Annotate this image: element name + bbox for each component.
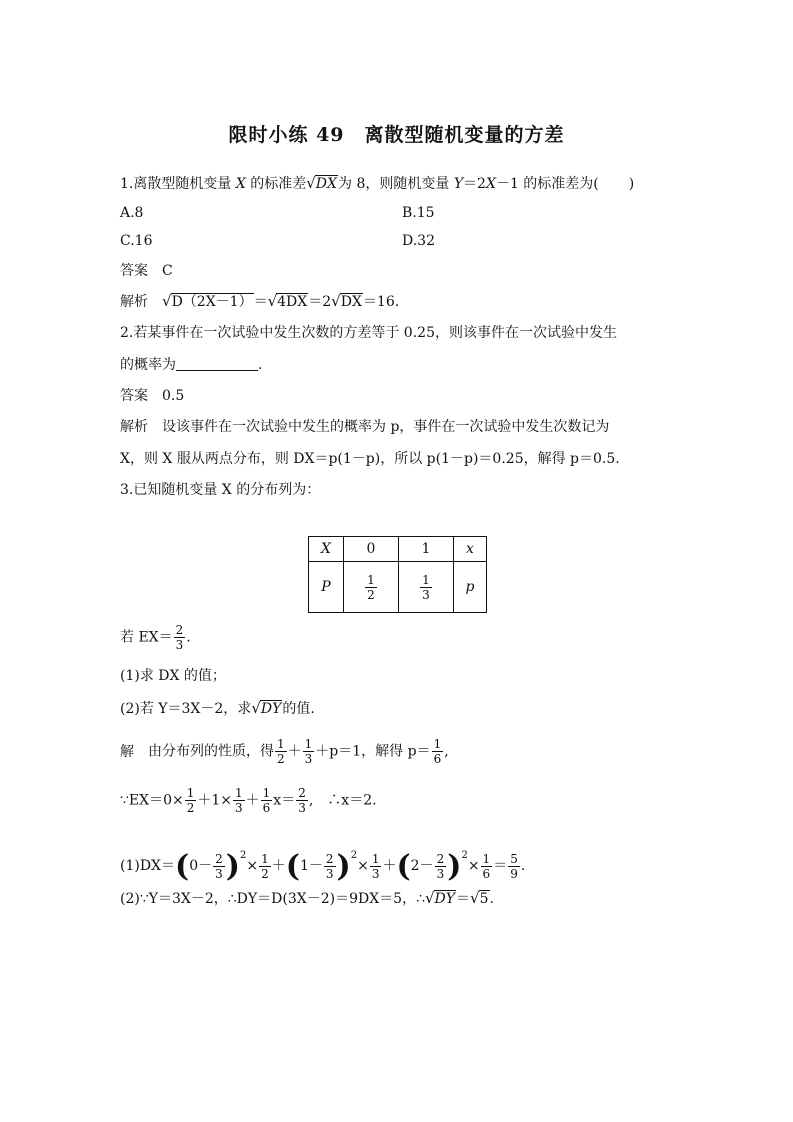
q3-solution-line4: (2)∵Y＝3X－2，∴DY＝D(3X－2)＝9DX＝5，∴√DY＝√5.: [120, 889, 494, 907]
q3-part1: (1)求 DX 的值；: [120, 668, 226, 684]
q2-analysis-line2: X，则 X 服从两点分布，则 DX＝p(1－p)，所以 p(1－p)＝0.25，解得 p＝0.5.: [120, 451, 620, 467]
q2-stem-line1: 2.若某事件在一次试验中发生次数的方差等于 0.25，则该事件在一次试验中发生: [120, 325, 617, 341]
q1-stem: 1.离散型随机变量 X 的标准差√DX为 8，则随机变量 Y＝2X－1 的标准差为( ): [120, 174, 635, 192]
q2-analysis-line1: 解析 设该事件在一次试验中发生的概率为 p，事件在一次试验中发生次数记为: [120, 419, 610, 435]
q1-answer: 答案 C: [120, 263, 173, 279]
table-row: P $\frac{1}{2}$ $\frac{1}{3}$ p: [309, 562, 487, 613]
q3-solution-line2: ∵EX＝0× $\frac{1}{2}$ ＋1× $\frac{1}{3}$ ＋ $\frac{1}{6}$ x＝ $\frac{2}{3}$ , ∴x＝2.: [120, 786, 377, 815]
q3-stem: 3.已知随机变量 X 的分布列为：: [120, 482, 321, 498]
answer-blank: [176, 356, 258, 371]
q3-solution-line3: (1)DX＝(0－ $\frac{2}{3}$ )$^2$× $\frac{1}{2}$ ＋(1－ $\frac{2}{3}$ )$^2$× $\frac{1}{3}$ ＋(2－ $\frac{2}{3}$ )$^2$× $\frac{1}{6}$ ＝ $\frac{5}{9}$ .: [120, 849, 526, 884]
q1-option-d: D.32: [402, 233, 435, 249]
q1-option-c: C.16: [120, 233, 153, 249]
distribution-table: [308, 536, 487, 613]
q3-part2: (2)若 Y＝3X－2，求√DY的值.: [120, 699, 315, 717]
q2-stem-line2: 的概率为 .: [120, 357, 263, 373]
q1-option-a: A.8: [120, 205, 144, 221]
q3-solution-line1: 解 由分布列的性质，得 $\frac{1}{2}$ ＋ $\frac{1}{3}$ ＋p＝1，解得 p＝ $\frac{1}{6}$ ,: [120, 737, 449, 766]
q1-option-b: B.15: [402, 205, 435, 221]
q3-ex-condition: 若 EX＝ $\frac{2}{3}$ .: [120, 623, 191, 652]
q1-analysis: 解析 √D（2X－1）＝√4DX＝2√DX＝16.: [120, 292, 400, 310]
page-title: 限时小练 49 离散型随机变量的方差: [228, 124, 565, 146]
table-row: X 0 1 x: [309, 537, 487, 562]
q2-answer: 答案 0.5: [120, 388, 185, 404]
